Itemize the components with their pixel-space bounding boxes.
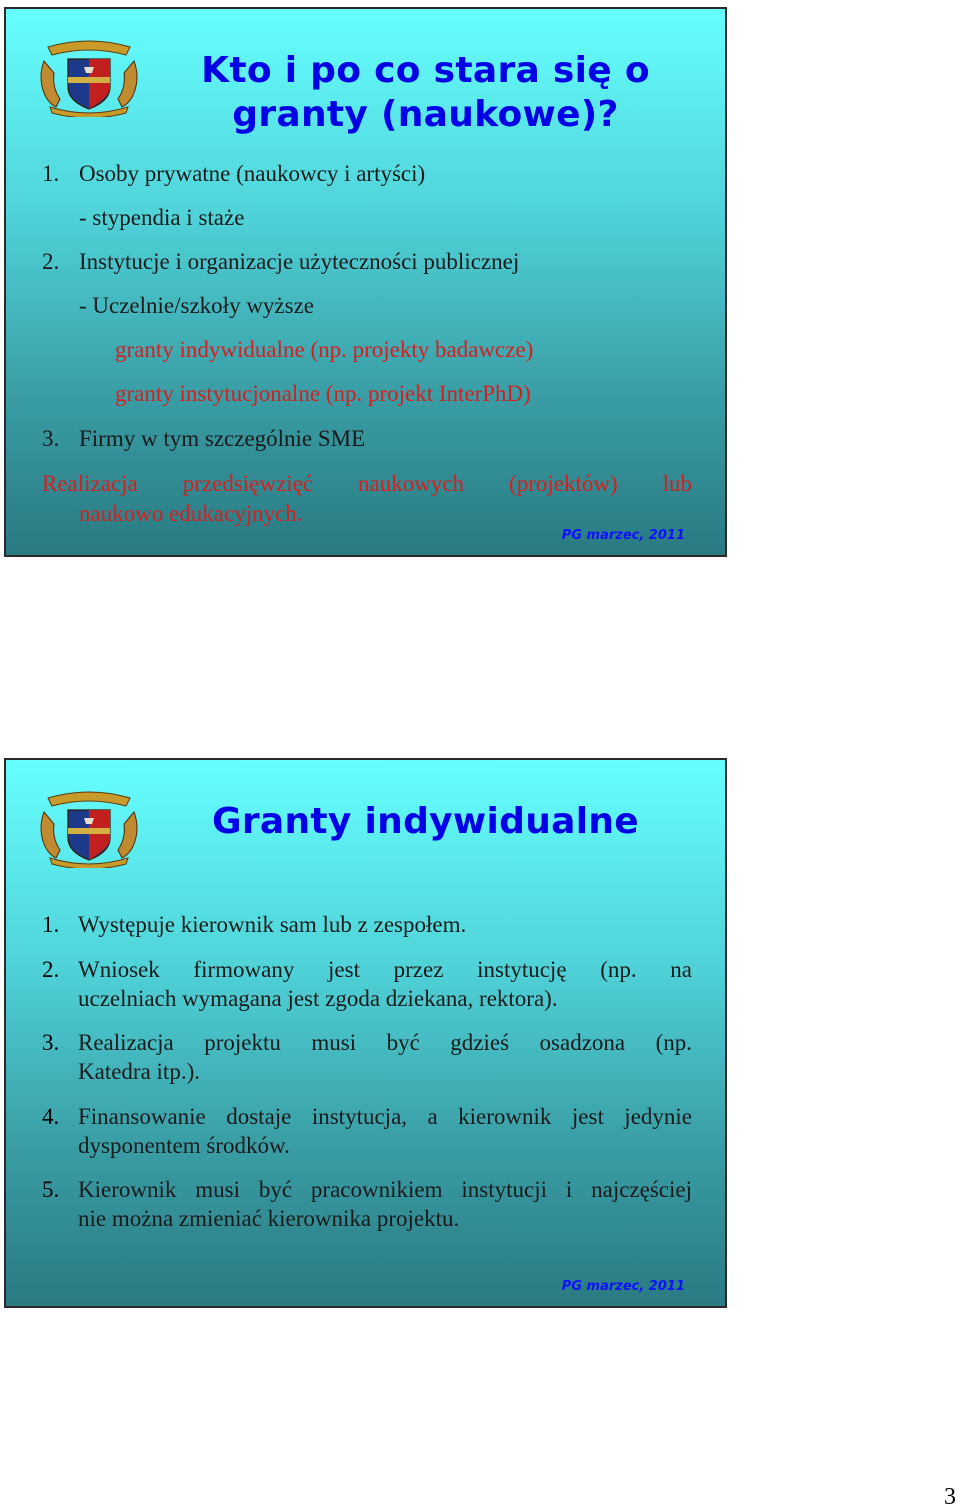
list-item-2 — [42, 955, 692, 1013]
list-item-1 — [42, 910, 692, 939]
list-number: 4. — [42, 1104, 60, 1129]
list-number: 3. — [42, 1030, 60, 1055]
list-item-line-1: Wniosek firmowany jest przez instytucję (np. na — [78, 957, 692, 982]
list-sub-sub-item-a: granty indywidualne (np. projekty badawcze) — [115, 337, 534, 362]
list-number: 2. — [42, 249, 60, 274]
list-number: 1. — [42, 161, 60, 186]
list-number: 5. — [42, 1177, 60, 1202]
list-sub-item: - Uczelnie/szkoły wyższe — [79, 293, 315, 318]
slide-1-title-line-2: granty (naukowe)? — [232, 94, 619, 135]
list-item-line-1: Występuje kierownik sam lub z zespołem. — [78, 912, 467, 937]
list-item-3 — [42, 1028, 692, 1086]
list-number: 2. — [42, 957, 60, 982]
list-number: 1. — [42, 912, 60, 937]
list-sub-sub-item-b: granty instytucjonalne (np. projekt InterPhD) — [115, 381, 531, 406]
list-item-text: Firmy w tym szczególnie SME — [79, 426, 366, 451]
list-item-2 — [42, 247, 702, 276]
university-crest-icon — [34, 788, 144, 868]
list-item-line-2: nie można zmieniać kierownika projektu. — [78, 1206, 460, 1231]
list-item-line-2: dysponentem środków. — [78, 1133, 290, 1158]
slide-1 — [4, 7, 727, 557]
list-item-line-2: Katedra itp.). — [78, 1059, 200, 1084]
slide-1-footer: PG marzec, 2011 — [561, 528, 685, 543]
list-item-line-1: Realizacja projektu musi być gdzieś osadzona (np. — [78, 1030, 692, 1055]
realizacja-line-1: Realizacja przedsięwzięć naukowych (projektów) lub — [42, 471, 692, 496]
list-sub-item: - stypendia i staże — [79, 205, 245, 230]
list-item-line-1: Kierownik musi być pracownikiem instytucji i najczęściej — [78, 1177, 692, 1202]
slide-2-title: Granty indywidualne — [211, 801, 639, 842]
slide-2-footer: PG marzec, 2011 — [561, 1279, 685, 1294]
slide-1-title — [166, 49, 685, 137]
list-item-line-1: Finansowanie dostaje instytucja, a kierownik jest jedynie — [78, 1104, 692, 1129]
list-item-3 — [42, 424, 702, 453]
list-item-1 — [42, 159, 702, 188]
list-item-4 — [42, 1102, 692, 1160]
list-item-text: Instytucje i organizacje użyteczności publicznej — [79, 249, 520, 274]
slide-2 — [4, 758, 727, 1308]
list-item-line-2: uczelniach wymagana jest zgoda dziekana, rektora). — [78, 986, 558, 1011]
page-number: 3 — [944, 1484, 956, 1510]
list-number: 3. — [42, 426, 60, 451]
university-crest-icon — [34, 37, 144, 117]
realizacja-line-2: naukowo edukacyjnych. — [79, 501, 303, 526]
list-item-5 — [42, 1175, 692, 1233]
list-item-text: Osoby prywatne (naukowcy i artyści) — [79, 161, 426, 186]
slide-1-title-line-1: Kto i po co stara się o — [201, 50, 650, 91]
